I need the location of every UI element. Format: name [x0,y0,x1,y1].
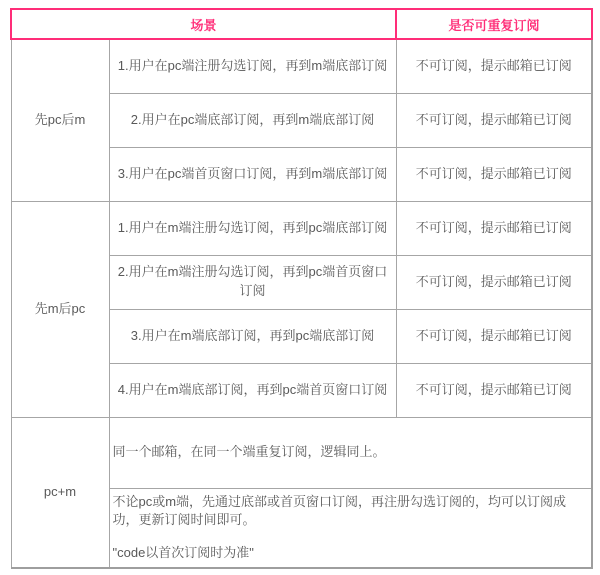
table-row [11,39,592,93]
result-cell: 不可订阅，提示邮箱已订阅 [396,309,592,363]
result-cell: 不可订阅，提示邮箱已订阅 [396,363,592,417]
scenario-cell: 4.用户在m端底部订阅，再到pc端首页窗口订阅 [109,363,396,417]
group-label-m-then-pc: 先m后pc [11,201,109,417]
scenario-cell: 2.用户在m端注册勾选订阅，再到pc端首页窗口订阅 [109,255,396,309]
detail-paragraph: 不论pc或m端，先通过底部或首页窗口订阅，再注册勾选订阅的，均可以订阅成功，更新订阅时间即可。 [112,493,567,528]
result-cell: 不可订阅，提示邮箱已订阅 [396,201,592,255]
header-row [11,9,592,39]
subscription-scenarios-table [10,8,593,569]
table-row [11,201,592,255]
detail-cell [109,488,592,568]
column-header-repeatable: 是否可重复订阅 [396,9,592,39]
note-cell: 同一个邮箱，在同一个端重复订阅，逻辑同上。 [109,417,592,488]
result-cell: 不可订阅，提示邮箱已订阅 [396,93,592,147]
table-row [11,417,592,488]
scenario-cell: 1.用户在pc端注册勾选订阅，再到m端底部订阅 [109,39,396,93]
group-label-pc-then-m: 先pc后m [11,39,109,201]
result-cell: 不可订阅，提示邮箱已订阅 [396,147,592,201]
result-cell: 不可订阅，提示邮箱已订阅 [396,39,592,93]
scenario-cell: 1.用户在m端注册勾选订阅，再到pc端底部订阅 [109,201,396,255]
group-label-pc-plus-m: pc+m [11,417,109,568]
column-header-scenario: 场景 [11,9,396,39]
result-cell: 不可订阅，提示邮箱已订阅 [396,255,592,309]
scenario-cell: 3.用户在m端底部订阅，再到pc端底部订阅 [109,309,396,363]
scenario-cell: 2.用户在pc端底部订阅，再到m端底部订阅 [109,93,396,147]
detail-quote: "code以首次订阅时为准" [112,545,254,561]
scenario-cell: 3.用户在pc端首页窗口订阅，再到m端底部订阅 [109,147,396,201]
